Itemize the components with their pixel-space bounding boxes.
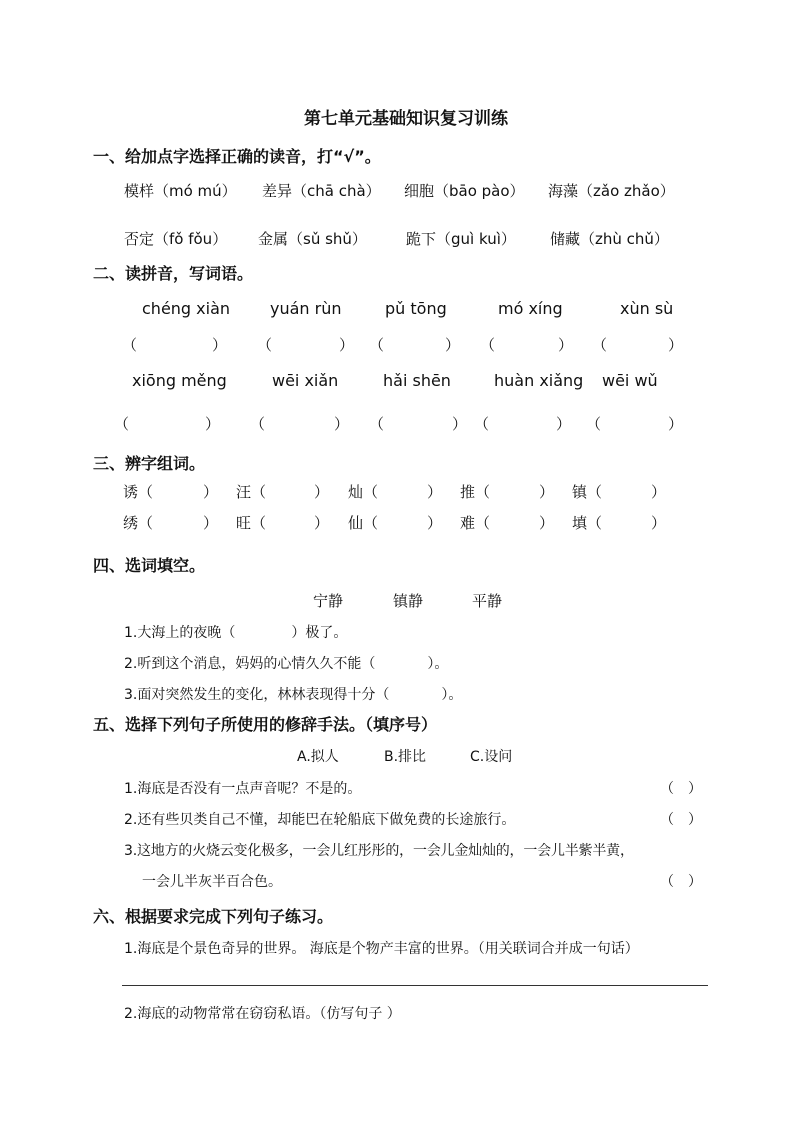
word-choice: 镇静	[393, 592, 424, 610]
open-paren: （	[480, 336, 496, 354]
close-paren: ）	[203, 514, 219, 532]
close-paren: ）	[668, 415, 684, 433]
fill-item-text: 3.面对突然发生的变化，林林表现得十分（	[124, 687, 390, 703]
sentence-item: 1.海底是个景色奇异的世界。 海底是个物产丰富的世界。（用关联词合并成一句话）	[124, 941, 639, 957]
word-choice: 平静	[472, 592, 503, 610]
close-paren: ）	[212, 336, 228, 354]
char-prompt: 镇（	[572, 483, 603, 501]
fill-item-text: ）。	[441, 687, 463, 703]
rhetoric-item-continued: 一会儿半灰半百合色。	[142, 874, 282, 890]
fill-item-2	[124, 653, 448, 673]
pinyin-word: yuán rùn	[270, 299, 342, 318]
pinyin-word: wēi xiǎn	[272, 371, 339, 390]
char-prompt: 诱（	[123, 483, 154, 501]
pinyin-choice: 模样（mó mú）	[124, 182, 237, 200]
close-paren: ）	[668, 336, 684, 354]
answer-line	[122, 985, 708, 986]
rhetoric-option: B.排比	[384, 749, 427, 765]
fill-item-1	[124, 622, 347, 642]
close-paren: ）	[651, 483, 667, 501]
close-paren: ）	[203, 483, 219, 501]
pinyin-choice: 细胞（bāo pào）	[404, 182, 525, 200]
fill-item-text: ）极了。	[291, 625, 348, 641]
pinyin-choice: 跪下（guì kuì）	[406, 230, 516, 248]
rhetoric-option: C.设问	[470, 749, 513, 765]
close-paren: ）	[314, 514, 330, 532]
pinyin-word: wēi wǔ	[602, 371, 658, 390]
close-paren: ）	[539, 483, 555, 501]
section4-heading: 四、选词填空。	[93, 556, 206, 575]
rhetoric-item: 2.还有些贝类自己不懂，却能巴在轮船底下做免费的长途旅行。	[124, 812, 516, 828]
close-paren: ）	[427, 514, 443, 532]
close-paren: ）	[556, 415, 572, 433]
open-paren: （	[122, 336, 138, 354]
rhetoric-option: A.拟人	[297, 749, 339, 765]
pinyin-word: xiōng měng	[132, 371, 227, 390]
char-prompt: 推（	[460, 483, 491, 501]
sentence-item: 2.海底的动物常常在窃窃私语。（仿写句子 ）	[124, 1006, 401, 1022]
open-paren: （	[257, 336, 273, 354]
pinyin-word: pǔ tōng	[385, 299, 447, 318]
section3-heading: 三、辨字组词。	[93, 454, 206, 473]
close-paren: ）	[334, 415, 350, 433]
pinyin-word: chéng xiàn	[142, 299, 231, 318]
pinyin-choice: 差异（chā chà）	[262, 182, 381, 200]
open-paren: （	[369, 415, 385, 433]
pinyin-word: xùn sù	[620, 299, 674, 318]
close-paren: ）	[445, 336, 461, 354]
open-paren: （	[250, 415, 266, 433]
pinyin-word: huàn xiǎng	[494, 371, 584, 390]
fill-item-text: ）。	[427, 656, 449, 672]
pinyin-choice: 储藏（zhù chǔ）	[550, 230, 669, 248]
open-paren: （	[474, 415, 490, 433]
char-prompt: 灿（	[348, 483, 379, 501]
char-prompt: 仙（	[348, 514, 379, 532]
close-paren: ）	[452, 415, 468, 433]
close-paren: ）	[539, 514, 555, 532]
word-choice: 宁静	[313, 592, 344, 610]
section6-heading: 六、根据要求完成下列句子练习。	[93, 907, 334, 926]
pinyin-word: hǎi shēn	[383, 371, 451, 390]
page-title: 第七单元基础知识复习训练	[304, 109, 508, 129]
close-paren: ）	[205, 415, 221, 433]
fill-item-text: 2.听到这个消息，妈妈的心情久久不能（	[124, 656, 376, 672]
pinyin-choice: 金属（sǔ shǔ）	[258, 230, 367, 248]
fill-item-text: 1.大海上的夜晚（	[124, 625, 236, 641]
char-prompt: 难（	[460, 514, 491, 532]
rhetoric-item: 3.这地方的火烧云变化极多，一会儿红彤彤的，一会儿金灿灿的，一会儿半紫半黄，	[124, 843, 634, 859]
section2-heading: 二、读拼音，写词语。	[93, 264, 254, 283]
pinyin-choice: 否定（fǒ fǒu）	[124, 230, 228, 248]
fill-item-3	[124, 684, 462, 704]
section1-heading: 一、给加点字选择正确的读音，打“√”。	[93, 147, 381, 166]
close-paren: ）	[651, 514, 667, 532]
answer-bracket: （ ）	[660, 874, 702, 890]
close-paren: ）	[427, 483, 443, 501]
open-paren: （	[369, 336, 385, 354]
char-prompt: 旺（	[236, 514, 267, 532]
pinyin-choice: 海藻（zǎo zhǎo）	[548, 182, 675, 200]
answer-bracket: （ ）	[660, 781, 702, 797]
rhetoric-item: 1.海底是否没有一点声音呢？不是的。	[124, 781, 362, 797]
open-paren: （	[592, 336, 608, 354]
char-prompt: 汪（	[236, 483, 267, 501]
open-paren: （	[586, 415, 602, 433]
close-paren: ）	[558, 336, 574, 354]
answer-bracket: （ ）	[660, 812, 702, 828]
close-paren: ）	[314, 483, 330, 501]
char-prompt: 绣（	[123, 514, 154, 532]
open-paren: （	[114, 415, 130, 433]
pinyin-word: mó xíng	[498, 299, 563, 318]
section5-heading: 五、选择下列句子所使用的修辞手法。（填序号）	[93, 715, 438, 734]
char-prompt: 填（	[572, 514, 603, 532]
close-paren: ）	[339, 336, 355, 354]
